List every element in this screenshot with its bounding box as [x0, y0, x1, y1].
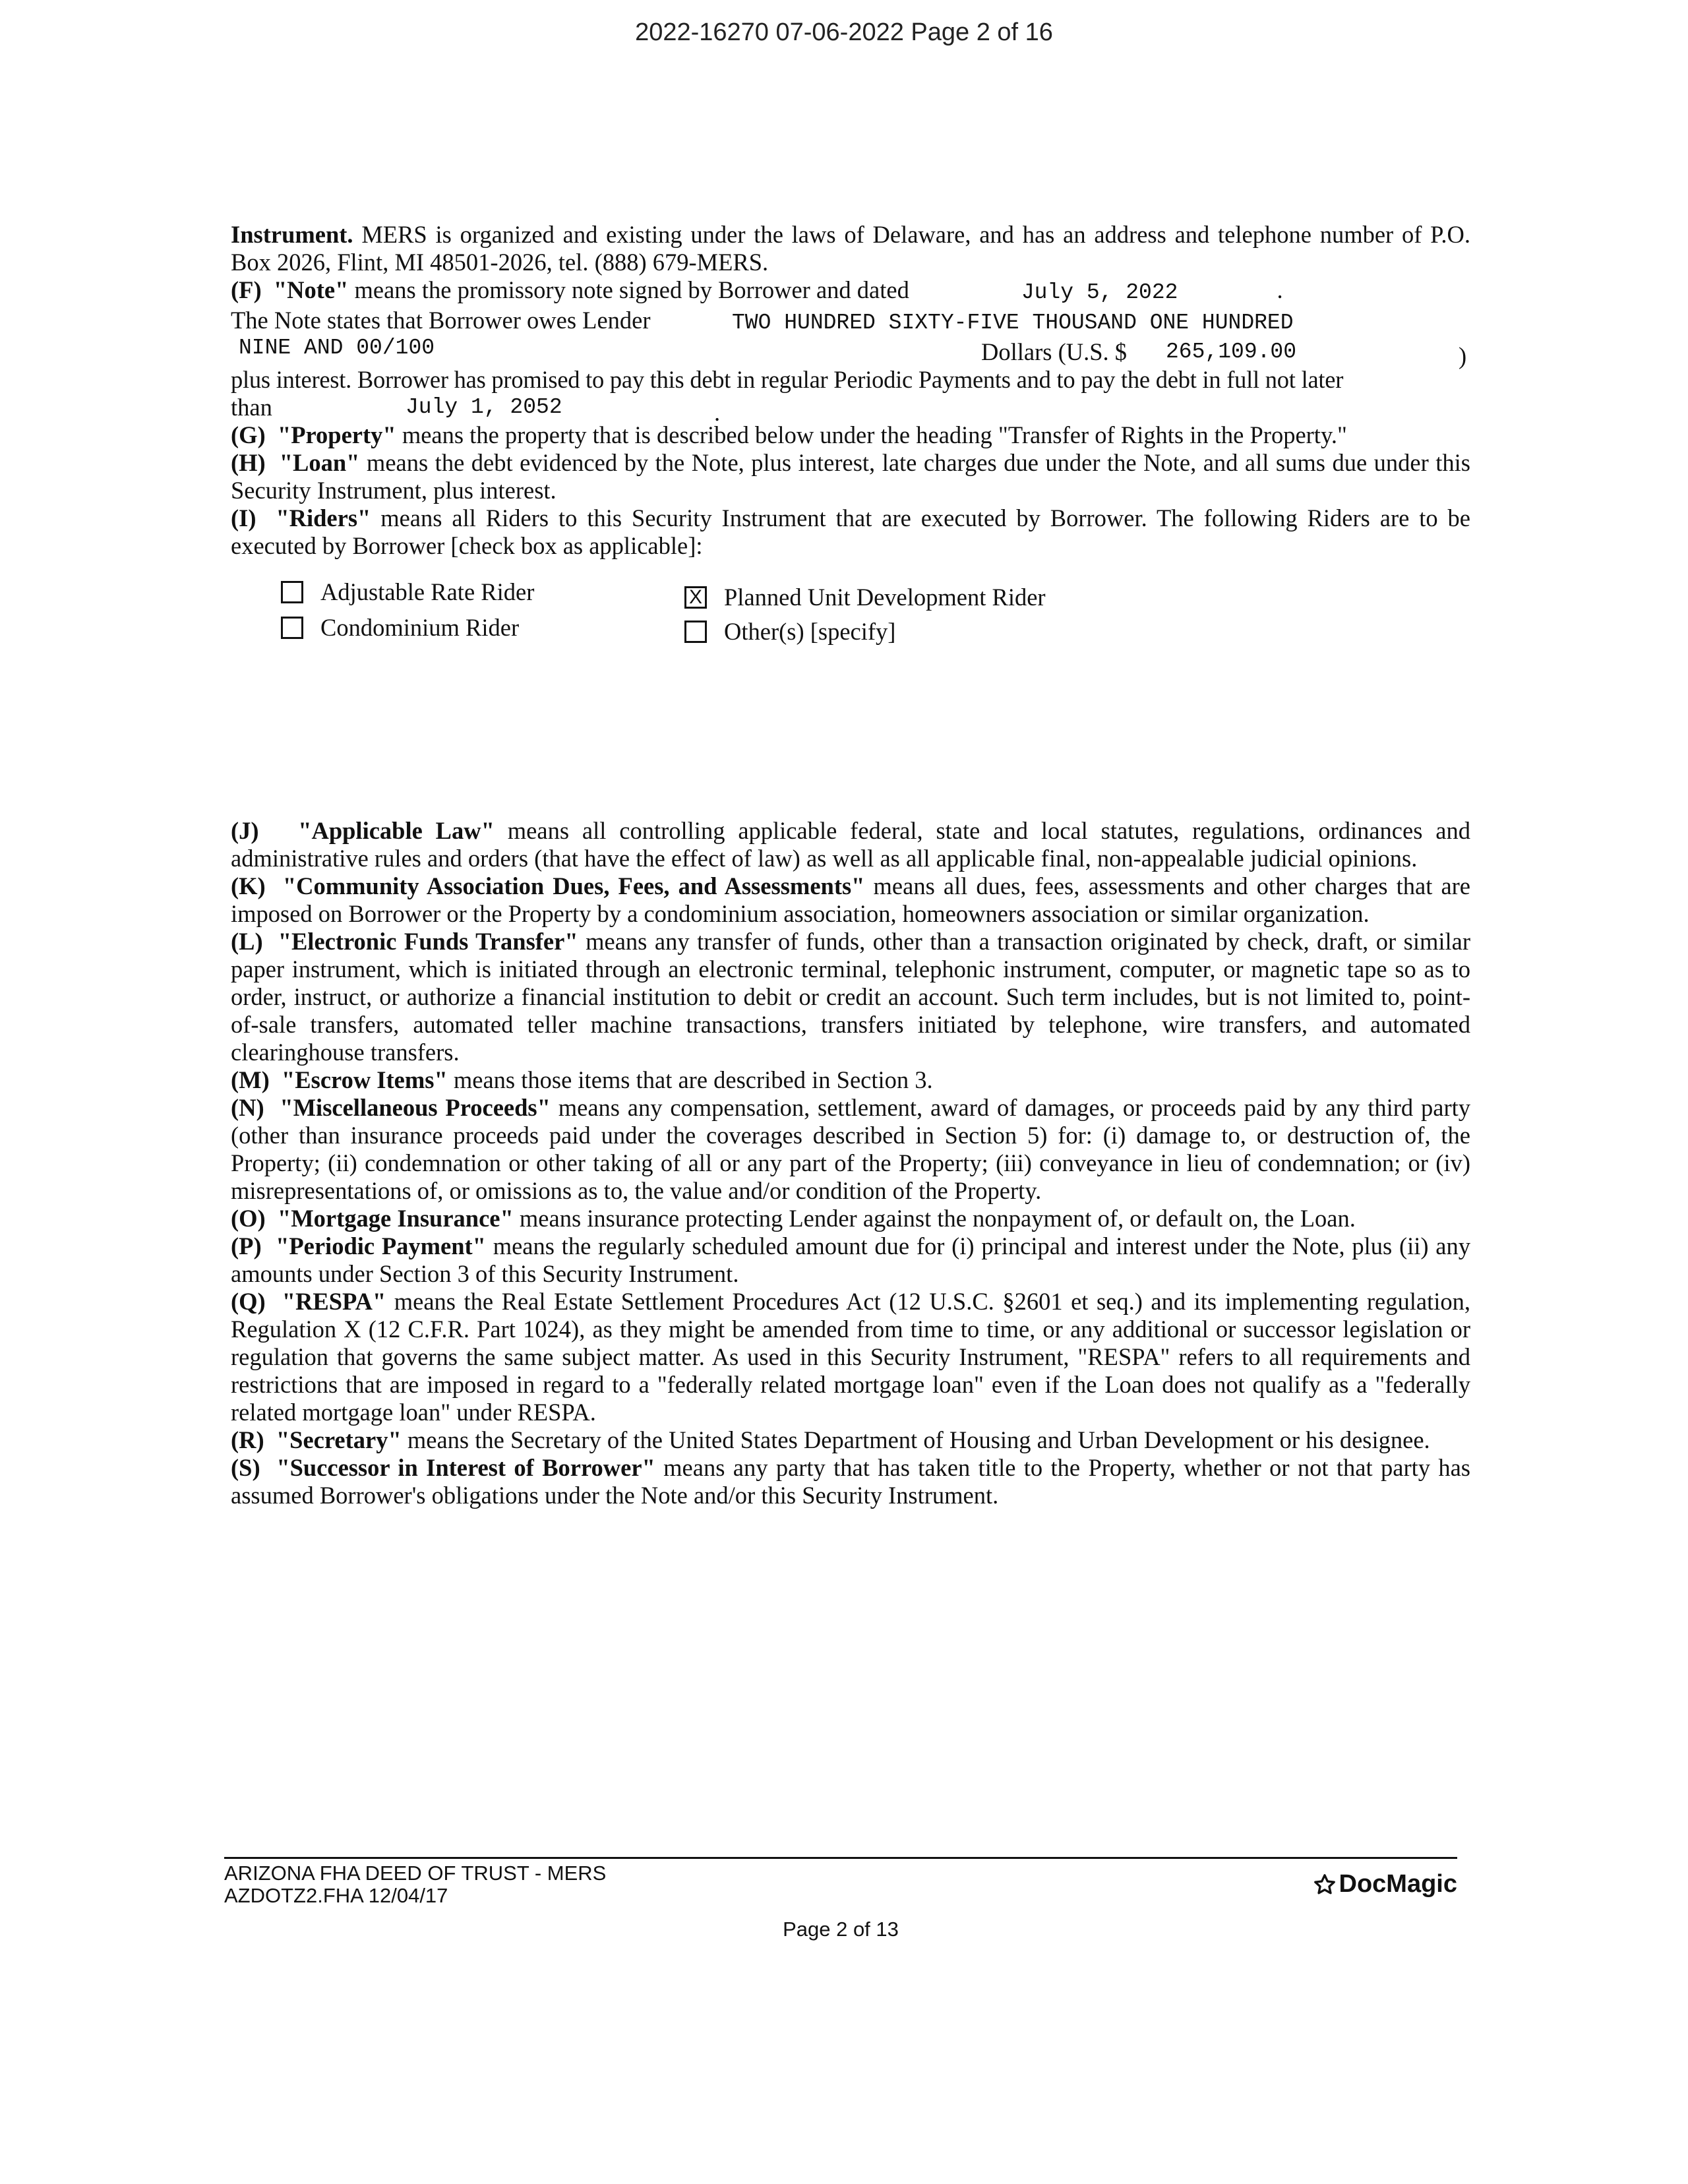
page-number: Page 2 of 13 — [783, 1918, 899, 1941]
rider-adjustable-rate[interactable]: Adjustable Rate Rider — [281, 578, 534, 606]
form-code: AZDOTZ2.FHA 12/04/17 — [224, 1884, 448, 1907]
form-info — [224, 1862, 606, 1907]
definition-h: (H) "Loan" means the debt evidenced by the Note, plus interest, late charges due under the Note, and all sums due under this Security Instrument, plus interest. — [231, 449, 1471, 504]
definition-m: (M) "Escrow Items" means those items that are described in Section 3. — [231, 1066, 933, 1093]
loan-amount: 265,109.00 — [1166, 340, 1297, 364]
footer-rule — [224, 1857, 1457, 1859]
definition-q: (Q) "RESPA" means the Real Estate Settlement Procedures Act (12 U.S.C. §2601 et seq.) and its implementing regulation, Regulation X (12 C.F.R. Part 1024), as they might be amended from time to time, or any additional or successor legislation or regulation that governs the same subject matter. As used in this Security Instrument, "RESPA" refers to all requirements and restrictions that are imposed in regard to a "federally related mortgage loan" even if the Loan does not qualify as a "federally related mortgage loan" under RESPA. — [231, 1288, 1470, 1426]
rider-condominium[interactable]: Condominium Rider — [281, 614, 519, 642]
page-footer — [224, 1857, 1457, 1941]
recording-stamp: 2022-16270 07-06-2022 Page 2 of 16 — [635, 18, 1053, 46]
maturity-line: than July 1, 2052 . — [231, 394, 721, 426]
document-body: Instrument. MERS is organized and existing under the laws of Delaware, and has an address and telephone number of P.O. Box 2026, Flint, MI 48501-2026, tel. (888) 679-MERS. (F) "Note" means the promissory note signed by Borrower and dated July 5, 2022 . The Note states that Borrower owes Lender TWO HUNDRED SIXTY-FIVE THOUSAND ONE HUNDRED NINE AND 00/100 Dollars (U.S. $ 265,109.00 ) plus interest. Borrower has promised to pay this debt in regular Periodic Payments and to pay the debt in full not later than July 1, 2052 . (G) "Property" means the property that is described below under the heading "Transfer of Rights in the Property." (H) "Loan" means the debt evidenced by the Note, plus interest, late charges due under the Note, and all sums due under this Security Instrument, plus interest. (I) "Riders" means all Riders to this Security Instrument that are executed by Borrower. The following Riders are to be executed by Borrower [check box as applicable]: Adjustable Rate Rider Condominium Rider X Planned Unit Development Rider Other(s) [specify] (J) "Applicable Law" means all controlling applicable federal, state and local statutes, regulations, ordinances and administrative rules and orders (that have the effect of law) as well as all applicable final, non-appealable judicial opinions. (K) "Community Association Dues, Fees, and Assessments" means all dues, fees, assessments and other charges that are imposed on Borrower or the Property by a condominium association, homeowners association or similar organization. (L) "Electronic Funds Transfer" means any transfer of funds, other than a transaction originated by check, draft, or similar paper instrument, which is initiated through an electronic terminal, telephonic instrument, computer, or magnetic tape so as to order, instruct, or authorize a financial institution to debit or credit an account. Such term includes, but is not limited to, point-of-sale transfers, automated teller machine transactions, transfers initiated by telephone, wire transfers, and automated clearinghouse transfers. (M) "Escrow Items" means those items that are described in Section 3. (N) "Miscellaneous Proceeds" means any compensation, settlement, award of damages, or proceeds paid by any third party (other than insurance proceeds paid under the coverages described in Section 5) for: (i) damage to, or destruction of, the Property; (ii) condemnation or other taking of all or any part of the Property; (iii) conveyance in lieu of condemnation; or (iv) misrepresentations of, or omissions as to, the value and/or condition of the Property. (O) "Mortgage Insurance" means insurance protecting Lender against the nonpayment of, or default on, the Loan. (P) "Periodic Payment" means the regularly scheduled amount due for (i) principal and interest under the Note, plus (ii) any amounts under Section 3 of this Security Instrument. (Q) "RESPA" means the Real Estate Settlement Procedures Act (12 U.S.C. §2601 et seq.) and its implementing regulation, Regulation X (12 C.F.R. Part 1024), as they might be amended from time to time, or any additional or successor legislation or regulation that governs the same subject matter. As used in this Security Instrument, "RESPA" refers to all requirements and restrictions that are imposed in regard to a "federally related mortgage loan" even if the Loan does not qualify as a "federally related mortgage loan" under RESPA. (R) "Secretary" means the Secretary of the United States Department of Housing and Urban Development or his designee. (S) "Successor in Interest of Borrower" means any party that has taken title to the Property, whether or not that party has assumed Borrower's obligations under the Note and/or this Security Instrument. — [231, 221, 1471, 1509]
amount-in-words-1: TWO HUNDRED SIXTY-FIVE THOUSAND ONE HUNDRED — [732, 311, 1294, 335]
definition-k: (K) "Community Association Dues, Fees, and Assessments" means all dues, fees, assessments and other charges that are imposed on Borrower or the Property by a condominium association, homeowners association or similar organization. — [231, 872, 1471, 927]
rider-planned-unit-development[interactable]: X Planned Unit Development Rider — [684, 584, 1046, 611]
definition-n: (N) "Miscellaneous Proceeds" means any compensation, settlement, award of damages, or proceeds paid by any third party (other than insurance proceeds paid under the coverages described in Section 5) for: (i) damage to, or destruction of, the Property; (ii) condemnation or other taking of all or any part of the Property; (iii) conveyance in lieu of condemnation; or (iv) misrepresentations of, or omissions as to, the value and/or condition of the Property. — [231, 1094, 1471, 1204]
definition-o: (O) "Mortgage Insurance" means insurance protecting Lender against the nonpayment of, or default on, the Loan. — [231, 1205, 1356, 1232]
note-amount-line: The Note states that Borrower owes Lender TWO HUNDRED SIXTY-FIVE THOUSAND ONE HUNDRED — [231, 307, 1470, 334]
checkbox[interactable] — [281, 617, 303, 639]
amount-in-words-2: NINE AND 00/100 — [239, 336, 435, 360]
riders-checklist — [231, 578, 1470, 652]
definition-s: (S) "Successor in Interest of Borrower" means any party that has taken title to the Property, whether or not that party has assumed Borrower's obligations under the Note and/or this Security Instrument. — [231, 1454, 1470, 1509]
maturity-date: July 1, 2052 — [406, 395, 562, 419]
definition-p: (P) "Periodic Payment" means the regularly scheduled amount due for (i) principal and interest under the Note, plus (ii) any amounts under Section 3 of this Security Instrument. — [231, 1232, 1470, 1287]
rider-other[interactable]: Other(s) [specify] — [684, 618, 895, 646]
checkbox[interactable] — [281, 581, 303, 603]
definition-r: (R) "Secretary" means the Secretary of the United States Department of Housing and Urban Development or his designee. — [231, 1426, 1430, 1453]
docmagic-logo — [1313, 1870, 1457, 1898]
definition-l: (L) "Electronic Funds Transfer" means any transfer of funds, other than a transaction originated by check, draft, or similar paper instrument, which is initiated through an electronic terminal, telephonic instrument, computer, or magnetic tape so as to order, instruct, or authorize a financial institution to debit or credit an account. Such term includes, but is not limited to, point-of-sale transfers, automated teller machine transactions, transfers initiated by telephone, wire transfers, and automated clearinghouse transfers. — [231, 928, 1471, 1066]
form-title: ARIZONA FHA DEED OF TRUST - MERS — [224, 1862, 607, 1885]
note-amount-line-2: NINE AND 00/100 Dollars (U.S. $ 265,109.00 ) — [239, 336, 1467, 369]
note-date: July 5, 2022 — [1021, 280, 1178, 305]
definition-i: (I) "Riders" means all Riders to this Security Instrument that are executed by Borrower. The following Riders are to be executed by Borrower [check box as applicable]: — [231, 504, 1470, 559]
definition-g: (G) "Property" means the property that is described below under the heading "Transfer of Rights in the Property." — [231, 421, 1347, 448]
definition-e-continued: Instrument. MERS is organized and existing under the laws of Delaware, and has an address and telephone number of P.O. Box 2026, Flint, MI 48501-2026, tel. (888) 679-MERS. — [231, 221, 1470, 276]
star-icon — [1313, 1873, 1337, 1896]
definition-j: (J) "Applicable Law" means all controlling applicable federal, state and local statutes, regulations, ordinances and administrative rules and orders (that have the effect of law) as well as all applicable final, non-appealable judicial opinions. — [231, 817, 1470, 872]
checkbox-checked[interactable]: X — [684, 586, 707, 609]
definition-f: (F) "Note" means the promissory note signed by Borrower and dated July 5, 2022 . — [231, 276, 1283, 305]
checkbox[interactable] — [684, 621, 707, 643]
logo-text: DocMagic — [1339, 1870, 1457, 1898]
